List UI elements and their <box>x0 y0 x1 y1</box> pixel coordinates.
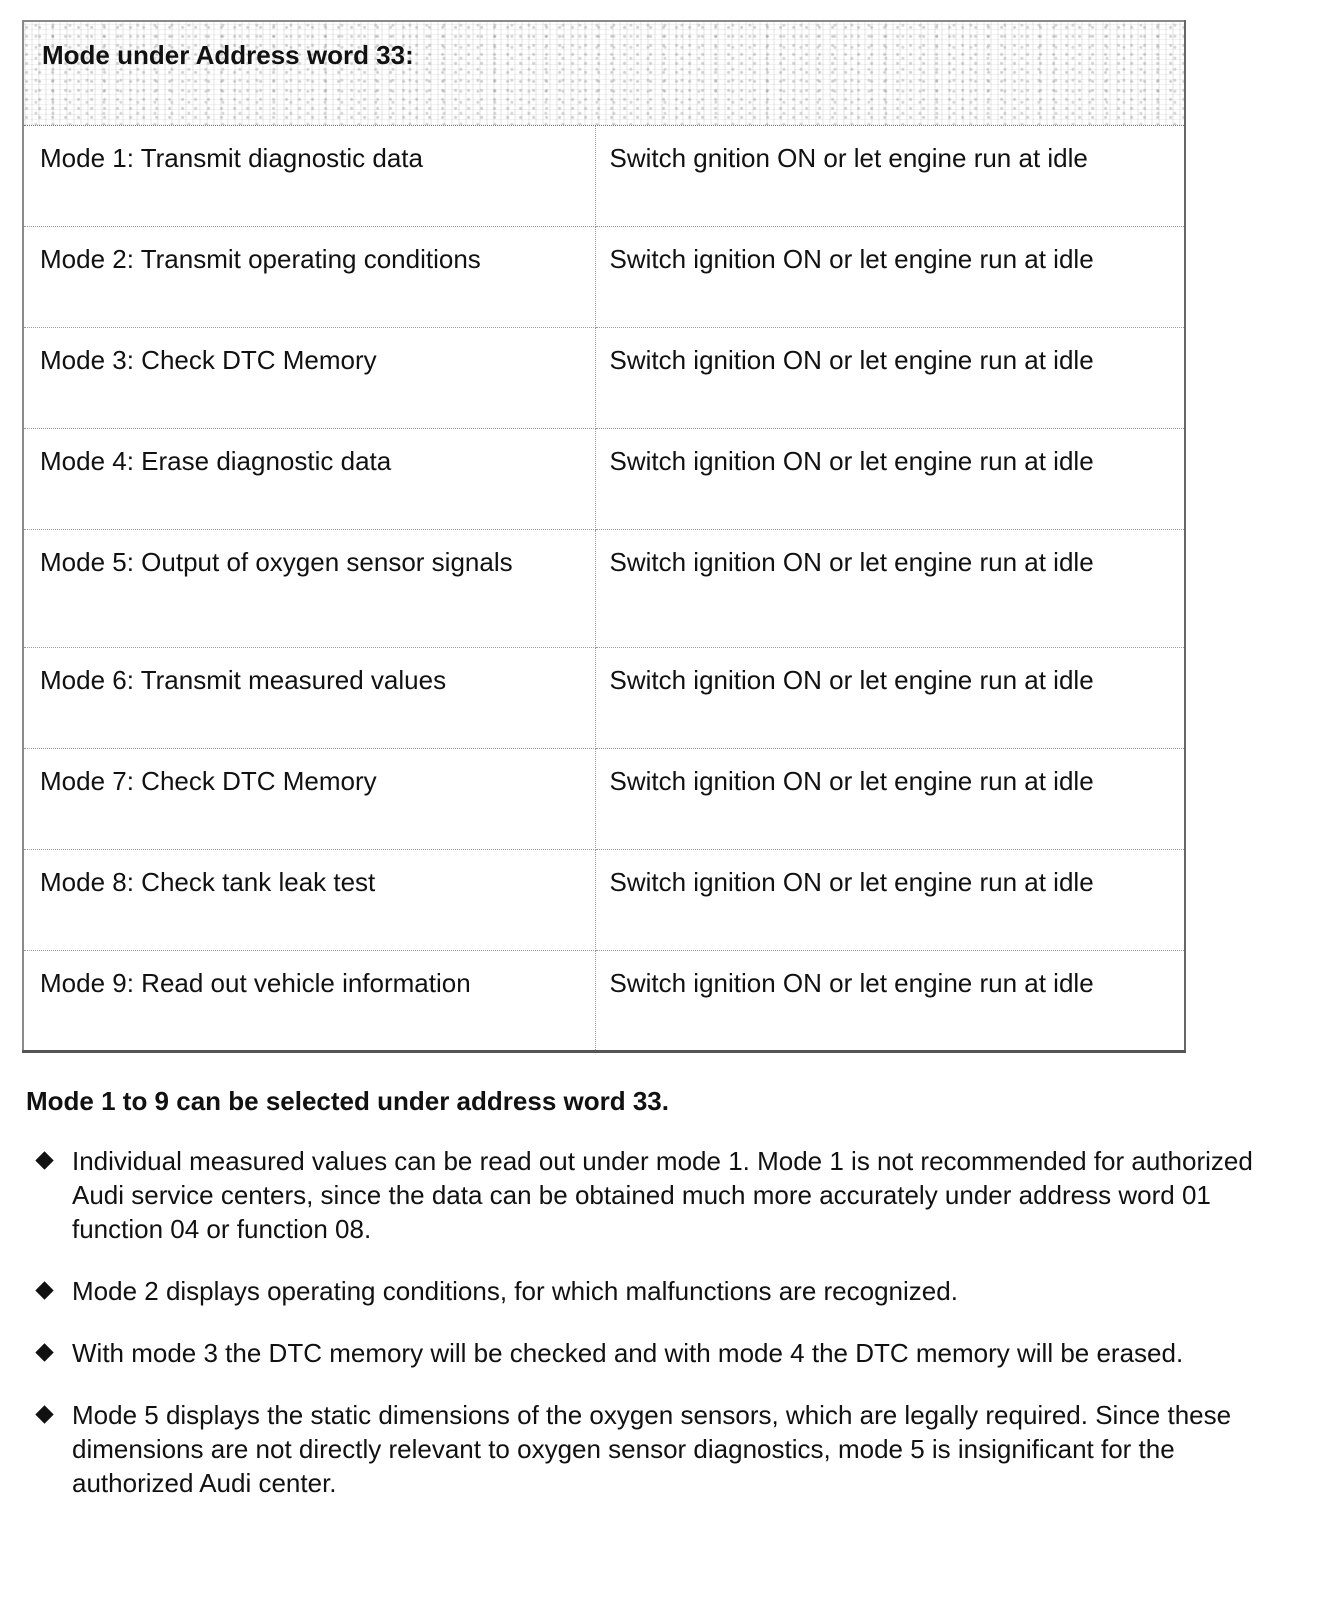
mode-condition: Switch ignition ON or let engine run at idle <box>595 849 1185 950</box>
mode-name: Mode 3: Check DTC Memory <box>23 327 595 428</box>
note-text: With mode 3 the DTC memory will be checked and with mode 4 the DTC memory will be erased. <box>72 1338 1184 1368</box>
table-row <box>23 428 1185 529</box>
mode-condition: Switch gnition ON or let engine run at idle <box>595 125 1185 226</box>
modes-table <box>22 20 1186 1053</box>
table-row <box>23 226 1185 327</box>
note-text: Mode 5 displays the static dimensions of the oxygen sensors, which are legally required. Since these dimensions are not directly relevant to oxygen sensor diagnostics, mode 5 is insignificant for the authorized Audi center. <box>72 1400 1232 1498</box>
table-row <box>23 950 1185 1051</box>
diamond-bullet-icon <box>35 1151 53 1169</box>
table-row <box>23 125 1185 226</box>
mode-name: Mode 4: Erase diagnostic data <box>23 428 595 529</box>
table-header: Mode under Address word 33: <box>23 21 1185 125</box>
mode-condition: Switch ignition ON or let engine run at idle <box>609 967 1094 998</box>
mode-condition: Switch ignition ON or let engine run at idle <box>595 327 1185 428</box>
mode-name: Mode 1: Transmit diagnostic data <box>23 125 595 226</box>
mode-condition: Switch ignition ON or let engine run at idle <box>595 748 1185 849</box>
mode-condition: Switch ignition ON or let engine run at idle <box>595 428 1185 529</box>
list-item <box>26 1144 1296 1246</box>
mode-name: Mode 8: Check tank leak test <box>23 849 595 950</box>
mode-name: Mode 7: Check DTC Memory <box>23 748 595 849</box>
notes-list <box>26 1144 1296 1528</box>
mode-name: Mode 2: Transmit operating conditions <box>23 226 595 327</box>
mode-condition: Switch ignition ON or let engine run at idle <box>595 529 1185 647</box>
note-text: Mode 2 displays operating conditions, for which malfunctions are recognized. <box>72 1276 958 1306</box>
list-item <box>26 1274 1296 1308</box>
table-row <box>23 529 1185 647</box>
diamond-bullet-icon <box>35 1405 53 1423</box>
list-item <box>26 1398 1296 1500</box>
notes-title: Mode 1 to 9 can be selected under address word 33. <box>26 1086 669 1116</box>
diamond-bullet-icon <box>35 1281 53 1299</box>
note-text: Individual measured values can be read out under mode 1. Mode 1 is not recommended for authorized Audi service centers, since the data can be obtained much more accurately under address word 01 function 04 or function 08. <box>72 1146 1253 1244</box>
table-row <box>23 327 1185 428</box>
mode-condition: Switch ignition ON or let engine run at idle <box>595 647 1185 748</box>
mode-name: Mode 6: Transmit measured values <box>23 647 595 748</box>
table-row <box>23 647 1185 748</box>
mode-condition: Switch ignition ON or let engine run at idle <box>595 226 1185 327</box>
mode-name: Mode 9: Read out vehicle information <box>23 950 595 1051</box>
mode-name: Mode 5: Output of oxygen sensor signals <box>23 529 595 647</box>
table-row <box>23 849 1185 950</box>
diamond-bullet-icon <box>35 1343 53 1361</box>
table-row <box>23 748 1185 849</box>
table-header-row <box>23 21 1185 125</box>
list-item <box>26 1336 1296 1370</box>
